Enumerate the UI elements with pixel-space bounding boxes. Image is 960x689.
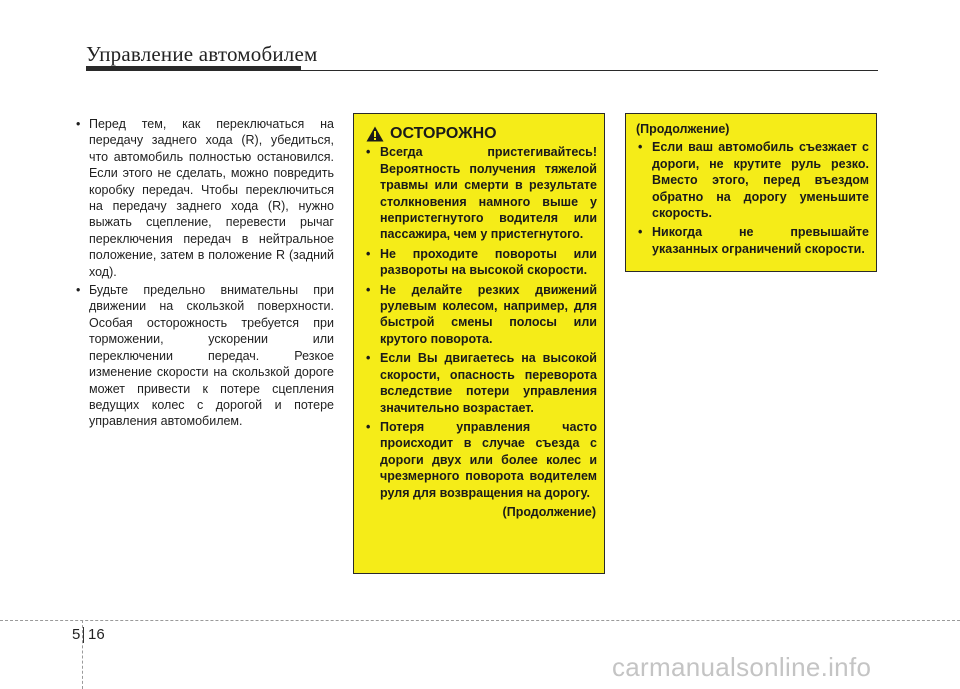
page-header-title: Управление автомобилем	[86, 42, 318, 66]
page-number-separator	[83, 627, 84, 643]
continued-warning-box	[625, 113, 877, 272]
list-item: • Если Вы двигаетесь на высокой скорости, опасность переворота вследствие потери управления значительно возрастает.	[364, 350, 597, 416]
warning-continued-label: (Продолжение)	[502, 504, 596, 519]
list-item: • Не проходите повороты или развороты на высокой скорости.	[364, 246, 597, 279]
left-bullet-list	[74, 116, 334, 430]
list-item: • Будьте предельно внимательны при движении на скользкой поверхности. Особая осторожность требуется при торможении, ускорении или переключении передач. Резкое изменение скорости на скользкой дороге может привести к потере сцепления ведущих колес с дорогой и потере управления автомобилем.	[74, 282, 334, 430]
list-item: • Потеря управления часто происходит в случае съезда с дороги двух или более колес и чрезмерного поворота водителем руля для возвращения на дорогу.	[364, 419, 597, 501]
chapter-number: 5	[72, 626, 81, 643]
list-item: • Перед тем, как переключаться на передачу заднего хода (R), убедиться, что автомобиль полностью остановился. Если этого не сделать, можно повредить коробку передач. Чтобы переключиться на передачу заднего хода (R), нужно выжать сцепление, перевести рычаг переключения передач в нейтральное положение, затем в положение R (задний ход).	[74, 116, 334, 280]
continued-bullet-list	[636, 139, 869, 257]
continued-heading: (Продолжение)	[636, 122, 730, 136]
warning-heading	[366, 126, 597, 142]
warning-bullet-list	[364, 144, 597, 501]
footer-divider	[0, 620, 960, 621]
watermark: carmanualsonline.info	[612, 652, 872, 682]
warning-triangle-icon	[366, 126, 384, 142]
page-number: 16	[88, 626, 105, 643]
list-item: • Не делайте резких движений рулевым колесом, например, для быстрой смены полосы или крутого поворота.	[364, 282, 597, 348]
list-item: • Если ваш автомобиль съезжает с дороги, не крутите руль резко. Вместо этого, перед въездом обратно на дорогу уменьшите скорость.	[636, 139, 869, 221]
left-text-column	[74, 116, 334, 432]
list-item: • Никогда не превышайте указанных ограничений скорости.	[636, 224, 869, 257]
list-item: • Всегда пристегивайтесь! Вероятность получения тяжелой травмы или смерти в результате столкновения намного выше у непристегнутого водителя или пассажира, чем у пристегнутого.	[364, 144, 597, 242]
warning-heading-text: ОСТОРОЖНО	[390, 125, 497, 142]
header-divider	[86, 70, 878, 71]
warning-box	[353, 113, 605, 574]
